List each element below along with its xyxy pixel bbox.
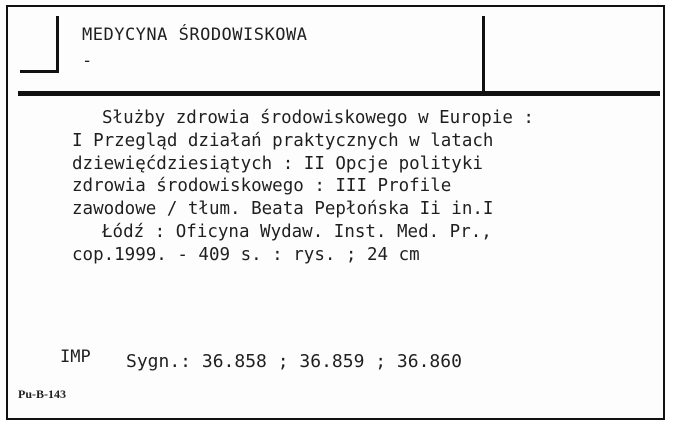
entry-line: cop.1999. - 409 s. : rys. ; 24 cm [72, 244, 420, 265]
call-number: Sygn.: 36.858 ; 36.859 ; 36.860 [126, 351, 462, 372]
entry-line: dziewięćdziesiątych : II Opcje polityki [72, 153, 483, 174]
entry-line: zawodowe / tłum. Beata Pepłońska Ii in.I [72, 199, 494, 220]
library-stamp: Pu-B-143 [18, 387, 66, 401]
corner-mark-horizontal [20, 70, 59, 73]
imp-label: IMP [60, 347, 91, 367]
corner-mark-vertical [56, 16, 59, 72]
entry-line: I Przegląd działań praktycznych w latach [72, 130, 494, 151]
subject-heading: MEDYCYNA ŚRODOWISKOWA [82, 25, 308, 45]
heading-divider-vertical [482, 16, 485, 96]
heading-divider-horizontal [18, 91, 660, 96]
bibliographic-entry [72, 107, 662, 267]
subject-subheading-dash: - [82, 51, 93, 71]
entry-line: zdrowia środowiskowego : III Profile [72, 176, 452, 197]
catalog-card [6, 5, 665, 420]
entry-line: Służby zdrowia środowiskowego w Europie : [102, 108, 534, 128]
entry-line: Łódź : Oficyna Wydaw. Inst. Med. Pr., [102, 221, 492, 242]
